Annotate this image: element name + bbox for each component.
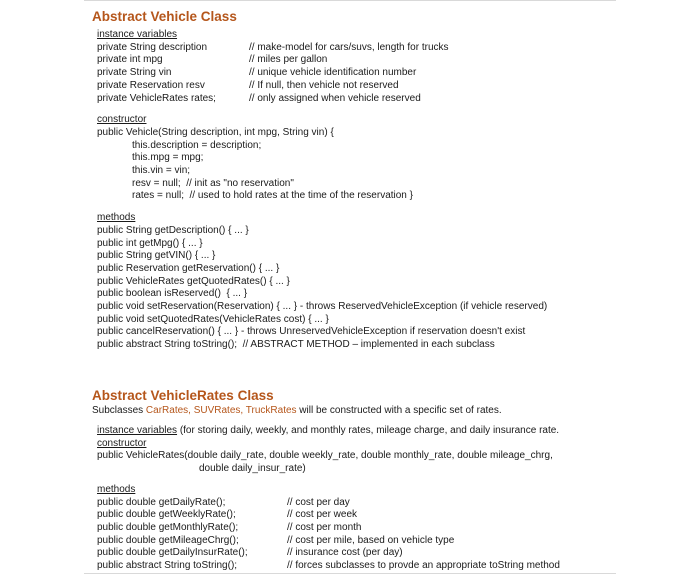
code-line: this.description = description; xyxy=(132,139,262,151)
constructor-heading: constructor xyxy=(97,114,147,126)
rates-method-row: public double getWeeklyRate(); // cost per week xyxy=(97,509,358,521)
rates-methods-heading: methods xyxy=(97,483,136,495)
vehiclerates-class-section xyxy=(92,388,612,573)
method-line: public void setQuotedRates(VehicleRates cost) { ... } xyxy=(97,313,329,325)
vehicle-class-title: Abstract Vehicle Class xyxy=(92,9,237,24)
subclass-names: CarRates, SUVRates, TruckRates xyxy=(145,405,297,416)
rates-instance-line: instance variables (for storing daily, weekly, and monthly rates, mileage charge, and daily insurance rate. xyxy=(97,425,560,436)
method-line: public cancelReservation() { ... } - throws UnreservedVehicleException if reservation doesn't exist xyxy=(97,326,526,338)
rates-instance-heading: instance variables xyxy=(97,425,178,436)
method-line: public boolean isReserved() { ... } xyxy=(97,288,248,300)
constructor-body xyxy=(92,140,612,204)
code-line: this.vin = vin; xyxy=(132,165,191,177)
method-line: public String getDescription() { ... } xyxy=(97,224,249,236)
variable-row: private VehicleRates rates; // only assigned when vehicle reserved xyxy=(97,92,421,104)
rates-method-row: public abstract String toString(); // forces subclasses to provde an appropriate toString method xyxy=(97,560,560,572)
rates-method-row: public double getMileageChrg(); // cost per mile, based on vehicle type xyxy=(97,534,455,546)
rates-method-row: public double getMonthlyRate(); // cost per month xyxy=(97,521,362,533)
vehiclerates-class-title: Abstract VehicleRates Class xyxy=(92,388,274,403)
method-line: public void setReservation(Reservation) { ... } - throws ReservedVehicleException (if vehicle reserved) xyxy=(97,301,548,313)
variable-row: private Reservation resv // If null, then vehicle not reserved xyxy=(97,79,399,91)
code-line: rates = null; // used to hold rates at the time of the reservation } xyxy=(132,190,413,202)
code-line: this.mpg = mpg; xyxy=(132,152,204,164)
rates-method-row: public double getDailyRate(); // cost per day xyxy=(97,496,350,508)
method-line: public String getVIN() { ... } xyxy=(97,250,216,262)
methods-heading: methods xyxy=(97,212,136,224)
variable-row: private String description // make-model for cars/suvs, length for trucks xyxy=(97,41,449,53)
constructor-signature: public Vehicle(String description, int mpg, String vin) { xyxy=(97,126,334,138)
instance-variables-heading: instance variables xyxy=(97,29,178,40)
method-line: public Reservation getReservation() { ... } xyxy=(97,262,280,274)
code-line: resv = null; // init as "no reservation" xyxy=(132,177,294,189)
instance-variables-list xyxy=(92,42,612,106)
top-divider xyxy=(84,0,616,1)
rates-constructor-heading: constructor xyxy=(97,437,147,449)
rates-method-row: public double getDailyInsurRate(); // insurance cost (per day) xyxy=(97,547,403,559)
methods-list xyxy=(92,225,612,352)
method-line: public abstract String toString(); // ABSTRACT METHOD – implemented in each subclass xyxy=(97,339,495,351)
method-line: public VehicleRates getQuotedRates() { ... } xyxy=(97,275,290,287)
variable-row: private int mpg // miles per gallon xyxy=(97,54,328,66)
rates-methods-list xyxy=(92,497,612,573)
variable-row: private String vin // unique vehicle identification number xyxy=(97,67,417,79)
rates-constructor-line2: double daily_insur_rate) xyxy=(199,463,306,475)
rates-constructor-line1: public VehicleRates(double daily_rate, double weekly_rate, double monthly_rate, double mileage_chrg, xyxy=(97,450,553,462)
vehicle-class-section xyxy=(92,9,612,352)
method-line: public int getMpg() { ... } xyxy=(97,237,203,249)
subclasses-note: Subclasses CarRates, SUVRates, TruckRates will be constructed with a specific set of rates. xyxy=(92,405,502,416)
